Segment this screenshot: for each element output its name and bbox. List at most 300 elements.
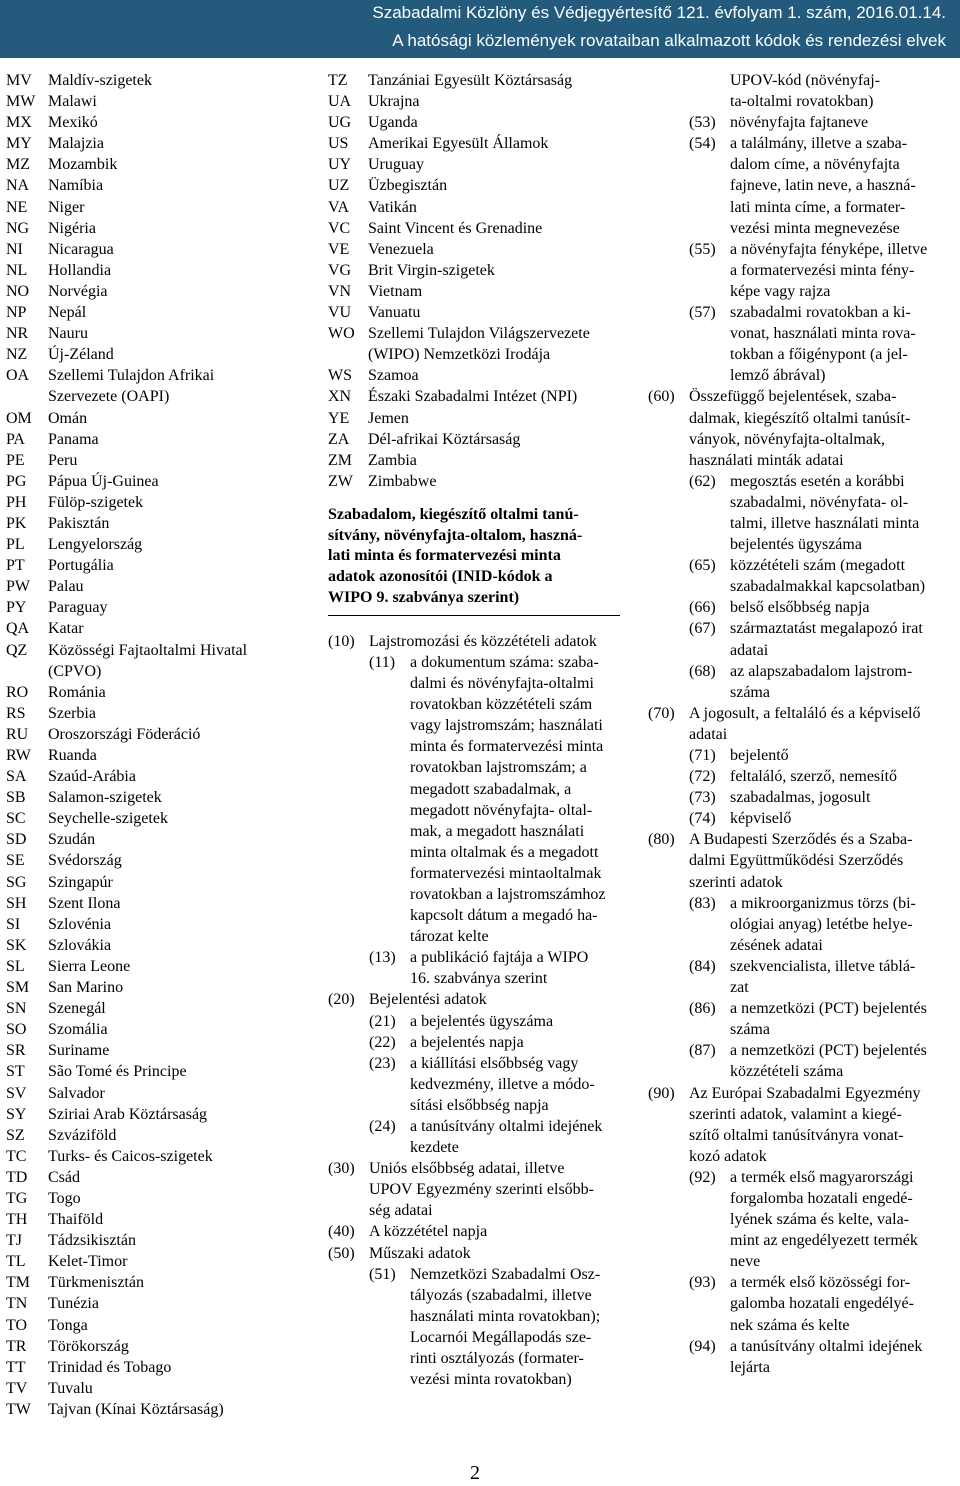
country-code: XN bbox=[328, 388, 352, 406]
country-code: PK bbox=[6, 514, 27, 532]
inid-description-line: lemző ábrával) bbox=[730, 367, 826, 385]
country-code: VC bbox=[328, 219, 351, 237]
country-code: MY bbox=[6, 135, 32, 153]
inid-entry bbox=[648, 703, 960, 745]
inid-description bbox=[730, 133, 916, 238]
inid-description-line: tályozás (szabadalmi, illetve bbox=[410, 1286, 592, 1304]
country-row bbox=[6, 703, 306, 724]
country-row bbox=[328, 260, 628, 281]
country-code: NE bbox=[6, 198, 28, 216]
inid-code: (50) bbox=[328, 1244, 355, 1262]
country-row bbox=[6, 1040, 306, 1061]
inid-entry bbox=[648, 1272, 960, 1335]
inid-description bbox=[730, 1167, 918, 1272]
country-code: NL bbox=[6, 261, 28, 279]
country-name: Norvégia bbox=[48, 282, 108, 300]
inid-description-line: adatai bbox=[689, 725, 728, 743]
country-code: UZ bbox=[328, 177, 350, 195]
country-name: Közösségi Fajtaoltalmi Hivatal bbox=[48, 641, 248, 659]
country-code: NG bbox=[6, 219, 30, 237]
country-row bbox=[6, 1061, 306, 1082]
inid-entry bbox=[328, 1264, 628, 1391]
country-name: Vanuatu bbox=[368, 304, 421, 322]
inid-description-line: használati minták adatai bbox=[689, 451, 844, 469]
country-row bbox=[328, 323, 628, 344]
country-name: San Marino bbox=[48, 979, 124, 997]
inid-code: (72) bbox=[689, 768, 716, 786]
country-name: Tuvalu bbox=[48, 1379, 93, 1397]
inid-description-line: mint az engedélyezett termék bbox=[730, 1232, 918, 1250]
country-code: QZ bbox=[6, 641, 28, 659]
inid-description-line: megosztás esetén a korábbi bbox=[730, 472, 905, 490]
country-row bbox=[328, 365, 628, 386]
country-name: Szaúd-Arábia bbox=[48, 768, 136, 786]
inid-description-line: száma bbox=[730, 1021, 770, 1039]
inid-code: (57) bbox=[689, 304, 716, 322]
country-name: Uruguay bbox=[368, 156, 424, 174]
inid-section-heading bbox=[328, 505, 628, 609]
country-code: PY bbox=[6, 599, 27, 617]
country-name: Malawi bbox=[48, 93, 97, 111]
inid-description-line: az alapszabadalom lajstrom- bbox=[730, 662, 913, 680]
inid-code: (84) bbox=[689, 957, 716, 975]
inid-code: (92) bbox=[689, 1168, 716, 1186]
country-code: VU bbox=[328, 304, 352, 322]
country-row bbox=[328, 302, 628, 323]
inid-description-line: kapcsolt dátum a megadó ha- bbox=[410, 907, 598, 925]
inid-description-line: rovatokban közzétételi szám bbox=[410, 696, 593, 714]
inid-description-line: a bejelentés ügyszáma bbox=[410, 1012, 554, 1030]
inid-description-line: talmi, illetve használati minta bbox=[730, 514, 920, 532]
country-name: Nepál bbox=[48, 304, 87, 322]
inid-description-line: lati minta címe, a formater- bbox=[730, 198, 906, 216]
country-name: Brit Virgin-szigetek bbox=[368, 261, 495, 279]
country-name: Trinidad és Tobago bbox=[48, 1358, 172, 1376]
inid-description bbox=[730, 661, 912, 703]
inid-entry bbox=[328, 1032, 628, 1053]
country-name: (WIPO) Nemzetközi Irodája bbox=[368, 346, 551, 364]
inid-description-line: adatai bbox=[730, 641, 769, 659]
country-row bbox=[6, 239, 306, 260]
country-name: Nigéria bbox=[48, 219, 96, 237]
inid-description-line: szerinti adatok bbox=[689, 873, 783, 891]
country-name: Tonga bbox=[48, 1316, 88, 1334]
country-code: MX bbox=[6, 114, 32, 132]
country-code: SM bbox=[6, 979, 30, 997]
country-name: Mexikó bbox=[48, 114, 98, 132]
inid-code: (20) bbox=[328, 991, 355, 1009]
country-row bbox=[328, 408, 628, 429]
inid-description-line: a termék első magyarországi bbox=[730, 1168, 914, 1186]
inid-description-line: közzétételi száma bbox=[730, 1063, 844, 1081]
inid-entry bbox=[648, 766, 960, 787]
inid-description-line: tározat kelte bbox=[410, 928, 489, 946]
inid-entry bbox=[648, 661, 960, 703]
country-name: Pápua Új-Guinea bbox=[48, 472, 159, 490]
country-row bbox=[6, 977, 306, 998]
country-code: NA bbox=[6, 177, 30, 195]
country-code: VG bbox=[328, 261, 352, 279]
inid-description-line: a növényfajta fényképe, illetve bbox=[730, 240, 928, 258]
inid-description-line: ség adatai bbox=[369, 1202, 433, 1220]
country-name: Kelet-Timor bbox=[48, 1253, 128, 1271]
inid-entry bbox=[328, 1011, 628, 1032]
country-row bbox=[6, 597, 306, 618]
inid-description bbox=[369, 1243, 471, 1264]
country-row bbox=[6, 344, 306, 365]
inid-description-line: formatervezési mintaoltalmak bbox=[410, 864, 602, 882]
country-code: SZ bbox=[6, 1126, 25, 1144]
inid-description-line: sítási elsőbbség napja bbox=[410, 1096, 549, 1114]
country-code: ST bbox=[6, 1063, 25, 1081]
country-code: TO bbox=[6, 1316, 28, 1334]
inid-description-line: szabadalmi, növényfata- ol- bbox=[730, 493, 909, 511]
country-code: TJ bbox=[6, 1232, 22, 1250]
country-row bbox=[6, 534, 306, 555]
heading-line: WIPO 9. szabványa szerint) bbox=[328, 589, 520, 607]
country-code: SE bbox=[6, 852, 25, 870]
country-code: MV bbox=[6, 72, 32, 89]
inid-description-line: mak, a megadott használati bbox=[410, 822, 585, 840]
inid-description-line: bejelentő bbox=[730, 747, 789, 764]
inid-code: (55) bbox=[689, 240, 716, 258]
inid-description-line: vagy lajstromszám; használati bbox=[410, 717, 603, 735]
country-name: Törökország bbox=[48, 1337, 129, 1355]
inid-code: (66) bbox=[689, 599, 716, 617]
inid-description bbox=[730, 1336, 922, 1378]
country-row bbox=[6, 576, 306, 597]
country-row bbox=[6, 1399, 306, 1420]
inid-description bbox=[730, 239, 927, 302]
inid-description-line: dalmak, kiegészítő oltalmi tanúsít- bbox=[689, 409, 911, 427]
country-code: NO bbox=[6, 282, 30, 300]
country-name: Szellemi Tulajdon Világszervezete bbox=[368, 325, 590, 343]
country-code-column-1 bbox=[6, 70, 306, 1420]
country-name: Türkmenisztán bbox=[48, 1274, 144, 1292]
country-name: Suriname bbox=[48, 1042, 110, 1060]
heading-divider bbox=[328, 615, 620, 616]
inid-description bbox=[730, 808, 791, 829]
country-row bbox=[6, 1104, 306, 1125]
inid-description-line: vezési minta megnevezése bbox=[730, 219, 900, 237]
country-name: Salvador bbox=[48, 1084, 105, 1102]
country-row bbox=[6, 1209, 306, 1230]
country-row bbox=[6, 154, 306, 175]
inid-description-line: a tanúsítvány oltalmi idejének bbox=[410, 1118, 603, 1136]
inid-description bbox=[689, 1083, 920, 1167]
inid-code: (86) bbox=[689, 1000, 716, 1018]
country-row bbox=[6, 1125, 306, 1146]
country-code: SB bbox=[6, 789, 26, 807]
country-row bbox=[328, 344, 628, 365]
inid-code: (93) bbox=[689, 1274, 716, 1292]
inid-description-line: növényfajta fajtaneve bbox=[730, 114, 869, 132]
country-row bbox=[6, 618, 306, 639]
country-name: Szudán bbox=[48, 831, 96, 849]
country-name: Tádzsikisztán bbox=[48, 1232, 136, 1250]
inid-description bbox=[410, 1264, 600, 1391]
inid-description-line: Uniós elsőbbség adatai, illetve bbox=[369, 1160, 565, 1178]
country-name: Fülöp-szigetek bbox=[48, 493, 144, 511]
inid-code: (73) bbox=[689, 789, 716, 807]
inid-description bbox=[730, 597, 870, 618]
country-name: Katar bbox=[48, 620, 84, 638]
country-name: Sierra Leone bbox=[48, 957, 131, 975]
inid-description-line: dalom címe, a növényfajta bbox=[730, 156, 900, 174]
inid-description bbox=[410, 1053, 595, 1116]
inid-description bbox=[730, 766, 897, 787]
inid-description-line: Műszaki adatok bbox=[369, 1244, 471, 1262]
inid-code: (65) bbox=[689, 557, 716, 575]
heading-line: lati minta és formatervezési minta bbox=[328, 547, 561, 565]
inid-code: (10) bbox=[328, 632, 355, 650]
inid-entry bbox=[648, 956, 960, 998]
country-code: TR bbox=[6, 1337, 27, 1355]
inid-description-line: kozó adatok bbox=[689, 1147, 767, 1165]
inid-description-line: Összefüggő bejelentések, szaba- bbox=[689, 388, 897, 406]
inid-code-column bbox=[648, 70, 960, 1378]
country-code: SY bbox=[6, 1105, 27, 1123]
inid-code: (74) bbox=[689, 810, 716, 828]
inid-code: (54) bbox=[689, 135, 716, 153]
country-row bbox=[6, 1336, 306, 1357]
country-name: Északi Szabadalmi Intézet (NPI) bbox=[368, 388, 578, 406]
country-name: Malajzia bbox=[48, 135, 104, 153]
inid-code: (30) bbox=[328, 1160, 355, 1178]
inid-description-line: Nemzetközi Szabadalmi Osz- bbox=[410, 1265, 601, 1283]
country-code: UG bbox=[328, 114, 352, 132]
country-code: TM bbox=[6, 1274, 30, 1292]
inid-entry bbox=[648, 112, 960, 133]
inid-description-line: a termék első közösségi for- bbox=[730, 1274, 911, 1292]
inid-description-line: UPOV Egyezmény szerinti elsőbb- bbox=[369, 1181, 594, 1199]
inid-description-line: a dokumentum száma: szaba- bbox=[410, 653, 599, 671]
inid-description-line: szítő oltalmi tanúsítványra vonat- bbox=[689, 1126, 904, 1144]
country-name: Vatikán bbox=[368, 198, 417, 216]
inid-entry bbox=[648, 998, 960, 1040]
inid-description-line: feltaláló, szerző, nemesítő bbox=[730, 768, 898, 786]
inid-entry bbox=[648, 1167, 960, 1272]
country-row bbox=[6, 365, 306, 386]
inid-description-line: rovatokban a lajstromszámhoz bbox=[410, 885, 606, 903]
country-row bbox=[6, 281, 306, 302]
inid-description bbox=[730, 471, 919, 555]
country-name: Svédország bbox=[48, 852, 122, 870]
inid-description-line: 16. szabványa szerint bbox=[410, 970, 548, 988]
country-row bbox=[6, 218, 306, 239]
inid-description bbox=[730, 787, 870, 808]
country-row bbox=[6, 555, 306, 576]
country-row bbox=[6, 661, 306, 682]
page-header bbox=[0, 0, 960, 58]
inid-description-line: vezési minta rovatokban) bbox=[410, 1371, 572, 1389]
inid-description bbox=[730, 555, 925, 597]
country-code: ZM bbox=[328, 451, 352, 469]
inid-description-line: rovatokban lajstromszám; a bbox=[410, 759, 587, 777]
country-code: TZ bbox=[328, 72, 348, 89]
inid-description-line: galomba hozatali engedélyé- bbox=[730, 1295, 914, 1313]
country-code: SA bbox=[6, 768, 27, 786]
country-row bbox=[6, 745, 306, 766]
country-row bbox=[328, 429, 628, 450]
inid-entry bbox=[328, 1053, 628, 1116]
inid-description-line: szabadalmas, jogosult bbox=[730, 789, 871, 807]
country-row bbox=[328, 239, 628, 260]
inid-entry bbox=[328, 947, 628, 989]
country-name: Vietnam bbox=[368, 282, 423, 300]
country-name: Panama bbox=[48, 430, 99, 448]
inid-code: (24) bbox=[369, 1118, 396, 1136]
country-code: WO bbox=[328, 325, 355, 343]
country-row bbox=[6, 492, 306, 513]
country-name: Niger bbox=[48, 198, 85, 216]
inid-code: (60) bbox=[648, 388, 675, 406]
inid-description-line: ványok, növényfajta-oltalmak, bbox=[689, 430, 885, 448]
country-row bbox=[6, 197, 306, 218]
country-row bbox=[6, 998, 306, 1019]
country-row bbox=[6, 872, 306, 893]
country-code: VA bbox=[328, 198, 350, 216]
country-row bbox=[328, 471, 628, 492]
inid-code: (21) bbox=[369, 1012, 396, 1030]
inid-entry bbox=[648, 597, 960, 618]
country-row bbox=[6, 450, 306, 471]
country-row bbox=[6, 829, 306, 850]
inid-description-line: minta oltalmak és a megadott bbox=[410, 843, 599, 861]
country-name: São Tomé és Principe bbox=[48, 1063, 187, 1081]
section-title: A hatósági közlemények rovataiban alkalmazott kódok és rendezési elvek bbox=[392, 31, 946, 50]
country-code: SG bbox=[6, 873, 27, 891]
country-row bbox=[328, 218, 628, 239]
inid-description bbox=[369, 1158, 594, 1221]
country-code: RU bbox=[6, 725, 29, 743]
country-row bbox=[6, 1230, 306, 1251]
country-name: Sziriai Arab Köztársaság bbox=[48, 1105, 208, 1123]
country-row bbox=[6, 914, 306, 935]
country-row bbox=[328, 91, 628, 112]
inid-description bbox=[410, 947, 588, 989]
country-name: Omán bbox=[48, 409, 88, 427]
inid-entry bbox=[648, 1040, 960, 1082]
country-row bbox=[6, 112, 306, 133]
country-row bbox=[6, 1315, 306, 1336]
inid-entry bbox=[328, 1243, 628, 1264]
inid-description-line: megadott szabadalmak, a bbox=[410, 780, 572, 798]
inid-entry bbox=[648, 386, 960, 470]
inid-code: (87) bbox=[689, 1042, 716, 1060]
inid-description-line: Lajstromozási és közzétételi adatok bbox=[369, 632, 597, 650]
inid-description bbox=[730, 618, 923, 660]
country-row bbox=[6, 386, 306, 407]
country-code: NR bbox=[6, 325, 29, 343]
inid-description-line: lyének száma és kelte, vala- bbox=[730, 1211, 910, 1229]
country-row bbox=[6, 323, 306, 344]
country-row bbox=[6, 302, 306, 323]
country-code: MZ bbox=[6, 156, 30, 174]
inid-description-line: a nemzetközi (PCT) bejelentés bbox=[730, 1000, 927, 1018]
inid-entry bbox=[648, 1336, 960, 1378]
country-row bbox=[328, 386, 628, 407]
inid-description-line: a bejelentés napja bbox=[410, 1033, 524, 1051]
country-row bbox=[6, 1357, 306, 1378]
inid-description-line: belső elsőbbség napja bbox=[730, 599, 870, 617]
country-code: ZA bbox=[328, 430, 350, 448]
country-row bbox=[6, 1293, 306, 1314]
country-name: Zimbabwe bbox=[368, 472, 437, 490]
country-name: Tunézia bbox=[48, 1295, 99, 1313]
country-row bbox=[6, 471, 306, 492]
country-name: Togo bbox=[48, 1189, 81, 1207]
country-code: SH bbox=[6, 894, 27, 912]
inid-entry bbox=[648, 829, 960, 892]
country-code: US bbox=[328, 135, 349, 153]
country-code: TD bbox=[6, 1168, 28, 1186]
inid-description bbox=[410, 1032, 524, 1053]
country-name: Thaiföld bbox=[48, 1211, 104, 1229]
country-name: Venezuela bbox=[368, 240, 434, 258]
inid-entry bbox=[328, 652, 628, 947]
inid-entry bbox=[648, 133, 960, 238]
inid-entry bbox=[328, 1116, 628, 1158]
country-code: UY bbox=[328, 156, 352, 174]
inid-description bbox=[410, 652, 606, 947]
inid-entry bbox=[648, 555, 960, 597]
inid-code: (80) bbox=[648, 831, 675, 849]
country-name: Salamon-szigetek bbox=[48, 789, 162, 807]
inid-code: (23) bbox=[369, 1054, 396, 1072]
inid-description-line: dalmi Együttműködési Szerződés bbox=[689, 852, 904, 870]
inid-entry bbox=[648, 302, 960, 386]
inid-description-line: tokban a főigénypont (a jel- bbox=[730, 346, 908, 364]
country-name: Szlovénia bbox=[48, 915, 112, 933]
country-row bbox=[328, 70, 628, 91]
inid-description-line: közzétételi szám (megadott bbox=[730, 557, 906, 575]
inid-code: (67) bbox=[689, 620, 716, 638]
country-name: Nauru bbox=[48, 325, 88, 343]
country-code: ZW bbox=[328, 472, 353, 490]
inid-description bbox=[730, 956, 915, 998]
inid-description bbox=[730, 112, 868, 133]
inid-code: (40) bbox=[328, 1223, 355, 1241]
country-code: PL bbox=[6, 536, 25, 554]
country-code: NP bbox=[6, 304, 27, 322]
country-name: Amerikai Egyesült Államok bbox=[368, 135, 549, 153]
country-name: Oroszországi Föderáció bbox=[48, 725, 201, 743]
country-row bbox=[6, 175, 306, 196]
country-code: PH bbox=[6, 493, 27, 511]
journal-title: Szabadalmi Közlöny és Védjegyértesítő 121. évfolyam 1. szám, 2016.01.14. bbox=[372, 3, 946, 22]
country-code: NI bbox=[6, 240, 23, 258]
country-name: Tanzániai Egyesült Köztársaság bbox=[368, 72, 573, 89]
inid-description-line: száma bbox=[730, 683, 770, 701]
country-row bbox=[6, 408, 306, 429]
country-row bbox=[6, 133, 306, 154]
inid-description bbox=[730, 1040, 927, 1082]
country-row bbox=[6, 91, 306, 112]
inid-description-line: képviselő bbox=[730, 810, 792, 828]
country-row bbox=[6, 1188, 306, 1209]
inid-code: (11) bbox=[369, 653, 396, 671]
inid-code-list bbox=[328, 631, 628, 1390]
country-name: Seychelle-szigetek bbox=[48, 810, 168, 828]
country-name: Pakisztán bbox=[48, 514, 110, 532]
inid-description-line: Bejelentési adatok bbox=[369, 991, 487, 1009]
country-name: Szomália bbox=[48, 1021, 108, 1039]
country-name: Szerbia bbox=[48, 704, 96, 722]
country-code: VE bbox=[328, 240, 350, 258]
inid-description-line: a formatervezési minta fény- bbox=[730, 261, 915, 279]
inid-code-list bbox=[648, 112, 960, 1378]
